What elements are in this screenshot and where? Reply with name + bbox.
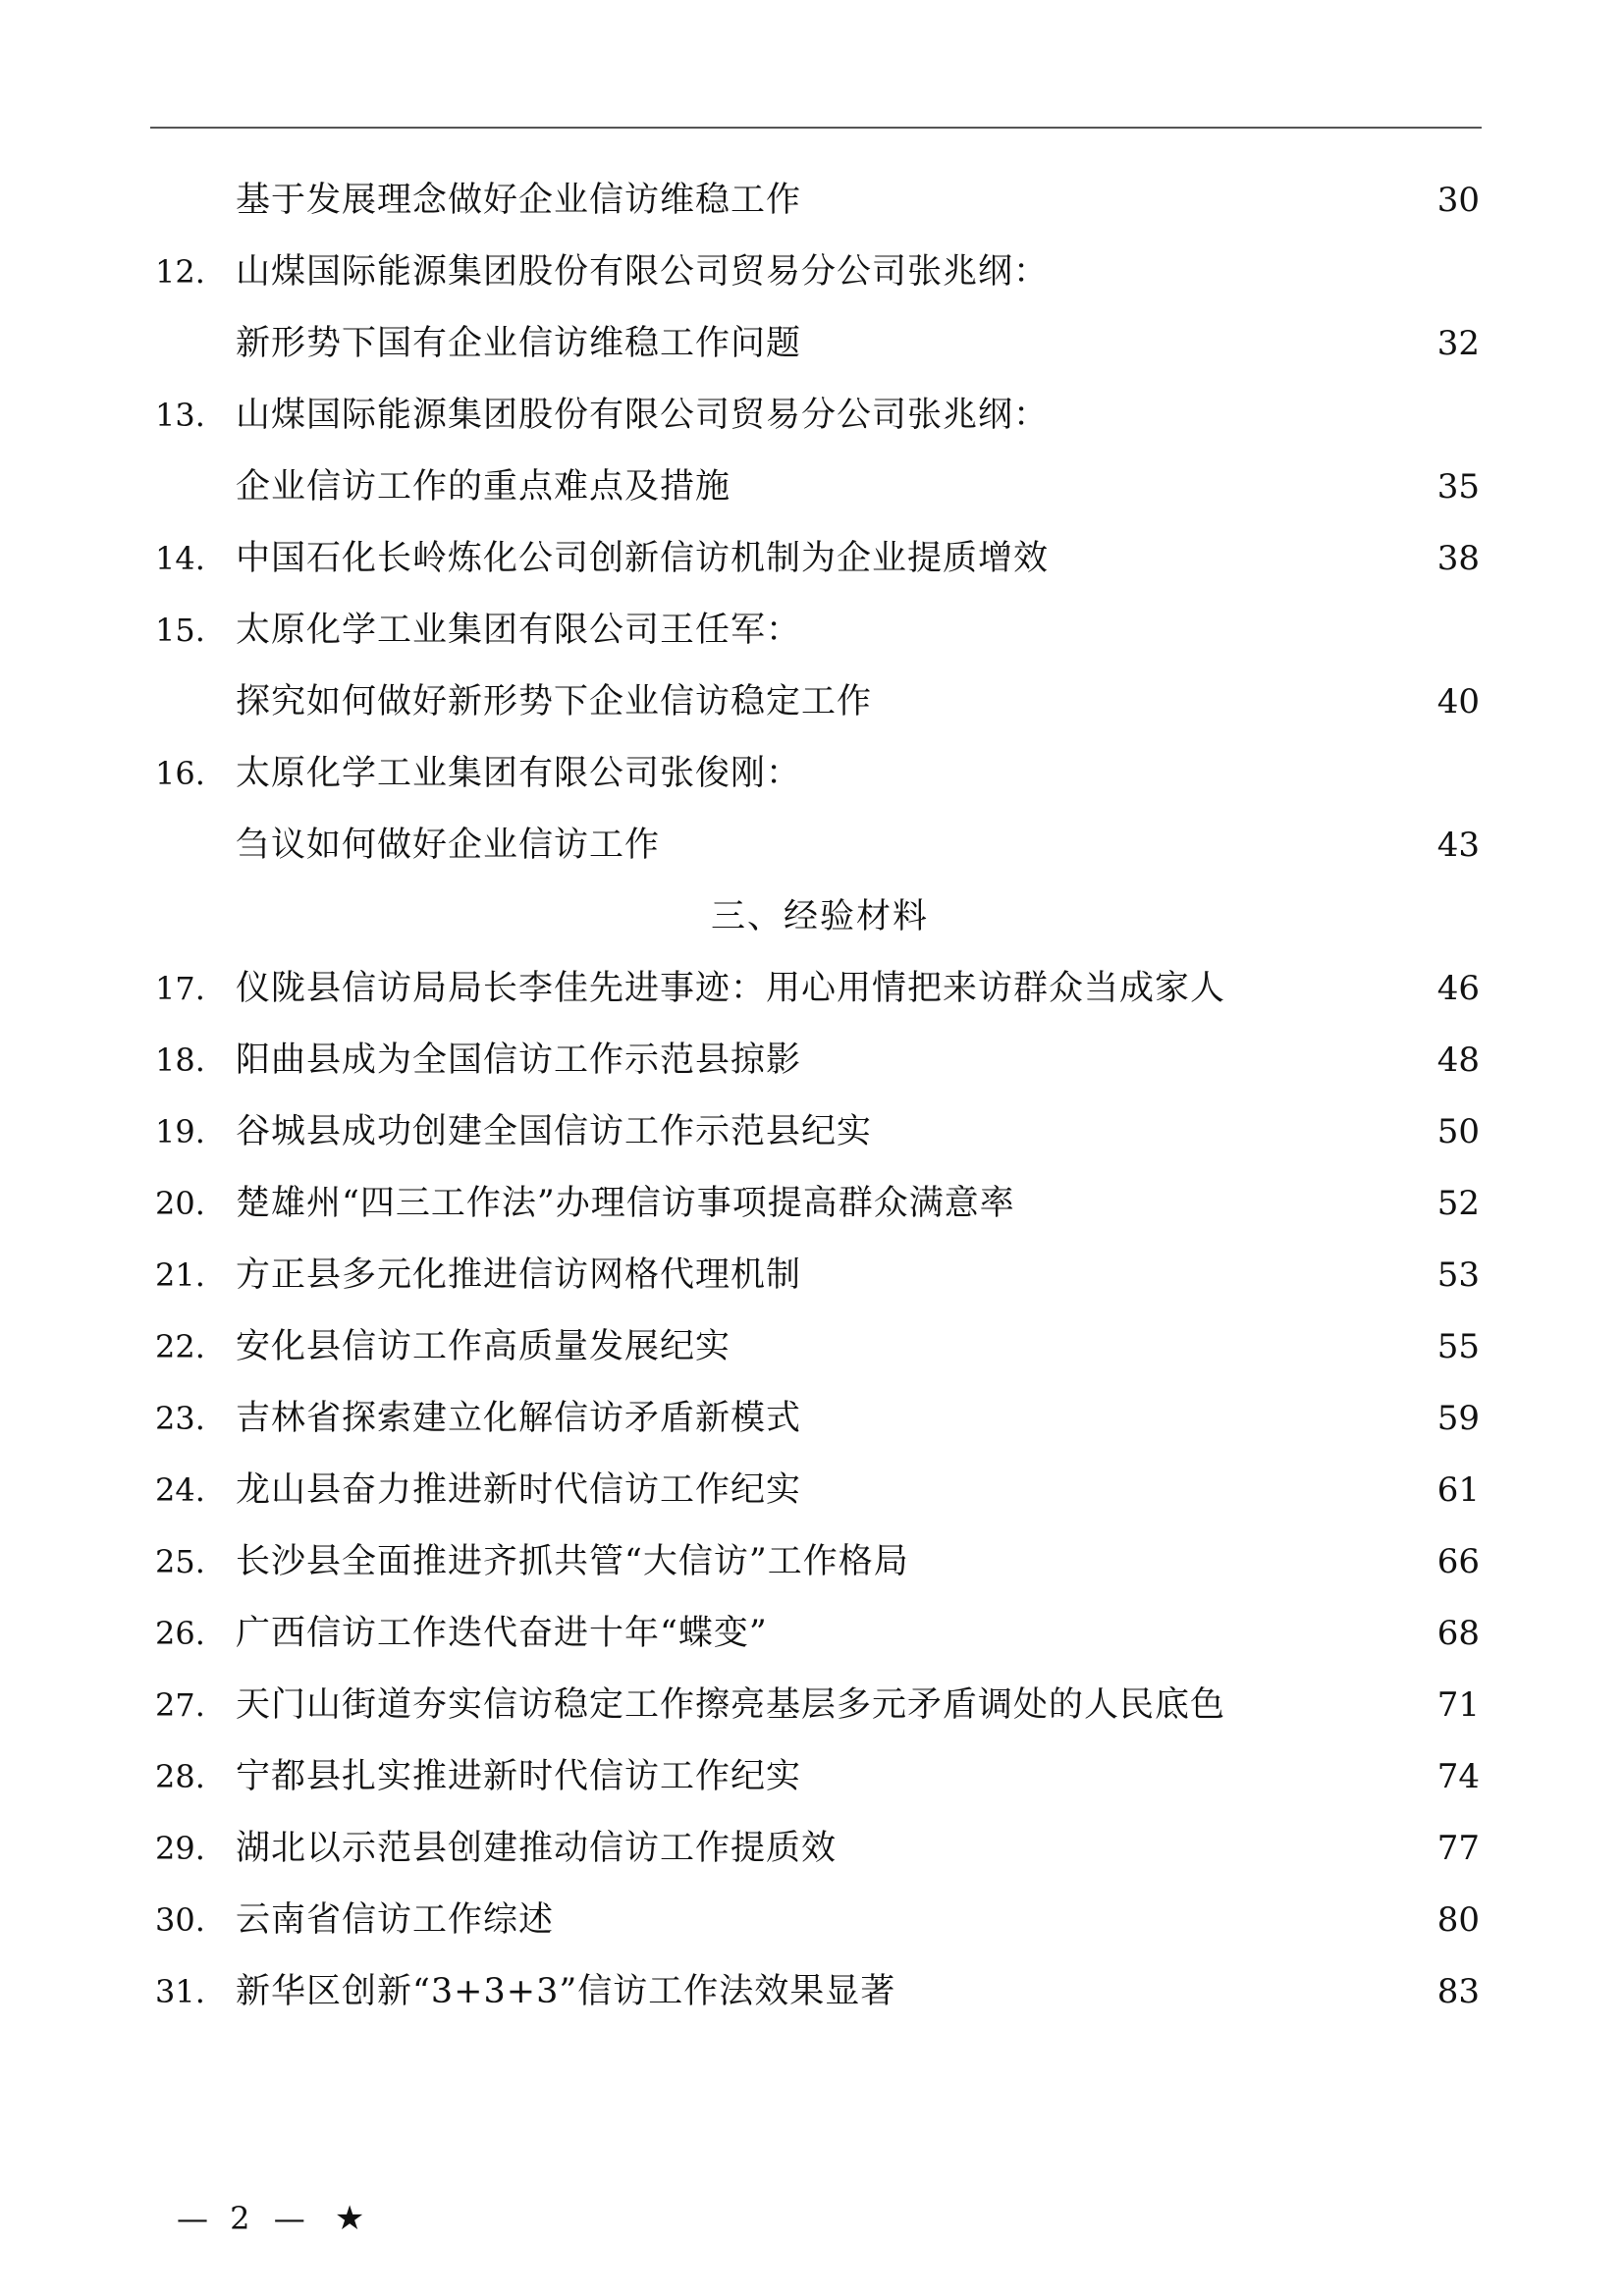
entry-page: 38 <box>1436 539 1480 578</box>
entry-title: 中国石化长岭炼化公司创新信访机制为企业提质增效 <box>236 539 1050 578</box>
entry-number: 14. <box>155 540 205 577</box>
toc-entry[interactable] <box>0 1885 1624 1956</box>
toc-entry[interactable] <box>0 237 1624 308</box>
entry-title: 吉林省探索建立化解信访矛盾新模式 <box>236 1399 802 1438</box>
entry-title: 方正县多元化推进信访网格代理机制 <box>236 1255 802 1295</box>
entry-number: 22. <box>155 1328 205 1365</box>
entry-number: 29. <box>155 1830 205 1867</box>
entry-number: 26. <box>155 1615 205 1652</box>
entry-number: 23. <box>155 1400 205 1437</box>
entry-title: 广西信访工作迭代奋进十年“蝶变” <box>236 1614 768 1653</box>
entry-title: 阳曲县成为全国信访工作示范县掠影 <box>236 1041 802 1080</box>
entry-number: 30. <box>155 1901 205 1939</box>
toc-entry[interactable] <box>0 1526 1624 1598</box>
entry-page: 71 <box>1436 1685 1480 1725</box>
footer-page-number: 2 <box>230 2200 250 2237</box>
entry-number: 12. <box>155 253 205 291</box>
entry-title: 宁都县扎实推进新时代信访工作纪实 <box>236 1757 802 1796</box>
entry-page: 43 <box>1436 826 1480 865</box>
entry-page: 52 <box>1436 1184 1480 1223</box>
toc-entry[interactable] <box>0 667 1624 738</box>
toc-entry[interactable] <box>0 1598 1624 1670</box>
toc-entry[interactable] <box>0 308 1624 380</box>
toc-entry[interactable] <box>0 1956 1624 2028</box>
entry-number: 20. <box>155 1185 205 1222</box>
entry-page: 35 <box>1436 467 1480 507</box>
entry-title: 仪陇县信访局局长李佳先进事迹：用心用情把来访群众当成家人 <box>236 969 1226 1008</box>
entry-number: 16. <box>155 755 205 792</box>
toc-entry[interactable] <box>0 1025 1624 1096</box>
entry-title: 谷城县成功创建全国信访工作示范县纪实 <box>236 1112 873 1151</box>
entry-number: 28. <box>155 1758 205 1795</box>
toc-entry[interactable] <box>0 738 1624 810</box>
entry-page: 83 <box>1436 1972 1480 2011</box>
toc-entry[interactable] <box>0 380 1624 452</box>
entry-page: 59 <box>1436 1399 1480 1438</box>
entry-number: 17. <box>155 970 205 1007</box>
header-rule <box>150 127 1482 129</box>
entry-page: 68 <box>1436 1614 1480 1653</box>
entry-title: 长沙县全面推进齐抓共管“大信访”工作格局 <box>236 1542 909 1581</box>
entry-page: 40 <box>1436 682 1480 721</box>
toc-entry[interactable] <box>0 1741 1624 1813</box>
entry-number: 13. <box>155 397 205 434</box>
entry-page: 66 <box>1436 1542 1480 1581</box>
toc-entry[interactable] <box>0 165 1624 237</box>
entry-title: 山煤国际能源集团股份有限公司贸易分公司张兆纲： <box>236 396 1050 435</box>
toc-entry[interactable] <box>0 1455 1624 1526</box>
footer-dash-left: — <box>177 2200 206 2237</box>
star-icon: ★ <box>334 2199 365 2238</box>
toc-entry[interactable] <box>0 595 1624 667</box>
entry-page: 74 <box>1436 1757 1480 1796</box>
toc-entry[interactable] <box>0 452 1624 523</box>
entry-page: 46 <box>1436 969 1480 1008</box>
entry-number: 31. <box>155 1973 205 2010</box>
entry-title: 探究如何做好新形势下企业信访稳定工作 <box>236 682 873 721</box>
entry-page: 55 <box>1436 1327 1480 1366</box>
toc-entry[interactable] <box>0 1240 1624 1311</box>
entry-page: 80 <box>1436 1900 1480 1940</box>
entry-number: 18. <box>155 1041 205 1079</box>
toc-entry[interactable] <box>0 1168 1624 1240</box>
page-footer <box>177 2199 364 2238</box>
entry-page: 53 <box>1436 1255 1480 1295</box>
entry-number: 27. <box>155 1686 205 1724</box>
entry-title: 山煤国际能源集团股份有限公司贸易分公司张兆纲： <box>236 252 1050 292</box>
entry-page: 50 <box>1436 1112 1480 1151</box>
toc-entry[interactable] <box>0 1096 1624 1168</box>
entry-title: 太原化学工业集团有限公司张俊刚： <box>236 754 802 793</box>
entry-title: 天门山街道夯实信访稳定工作擦亮基层多元矛盾调处的人民底色 <box>236 1685 1226 1725</box>
section-heading: 三、经验材料 <box>710 897 929 936</box>
entry-page: 61 <box>1436 1470 1480 1510</box>
toc-entry[interactable] <box>0 1311 1624 1383</box>
entry-number: 25. <box>155 1543 205 1580</box>
entry-title: 刍议如何做好企业信访工作 <box>236 826 661 865</box>
entry-title: 基于发展理念做好企业信访维稳工作 <box>236 181 802 220</box>
footer-dash-right: — <box>273 2200 303 2237</box>
entry-page: 77 <box>1436 1829 1480 1868</box>
toc-entry[interactable] <box>0 953 1624 1025</box>
toc-entry[interactable] <box>0 1383 1624 1455</box>
entry-title: 企业信访工作的重点难点及措施 <box>236 467 731 507</box>
entry-title: 新华区创新“3+3+3”信访工作法效果显著 <box>236 1972 896 2011</box>
entry-number: 15. <box>155 612 205 649</box>
toc-entry[interactable] <box>0 1813 1624 1885</box>
entry-title: 新形势下国有企业信访维稳工作问题 <box>236 324 802 363</box>
toc-entry[interactable] <box>0 523 1624 595</box>
entry-number: 21. <box>155 1256 205 1294</box>
entry-page: 48 <box>1436 1041 1480 1080</box>
entry-title: 安化县信访工作高质量发展纪实 <box>236 1327 731 1366</box>
table-of-contents <box>0 165 1624 2028</box>
entry-title: 龙山县奋力推进新时代信访工作纪实 <box>236 1470 802 1510</box>
entry-page: 30 <box>1436 181 1480 220</box>
entry-title: 楚雄州“四三工作法”办理信访事项提高群众满意率 <box>236 1184 1015 1223</box>
entry-title: 湖北以示范县创建推动信访工作提质效 <box>236 1829 838 1868</box>
entry-title: 太原化学工业集团有限公司王任军： <box>236 611 802 650</box>
toc-entry[interactable] <box>0 810 1624 881</box>
entry-number: 19. <box>155 1113 205 1150</box>
entry-title: 云南省信访工作综述 <box>236 1900 555 1940</box>
entry-page: 32 <box>1436 324 1480 363</box>
entry-number: 24. <box>155 1471 205 1509</box>
toc-entry[interactable] <box>0 1670 1624 1741</box>
